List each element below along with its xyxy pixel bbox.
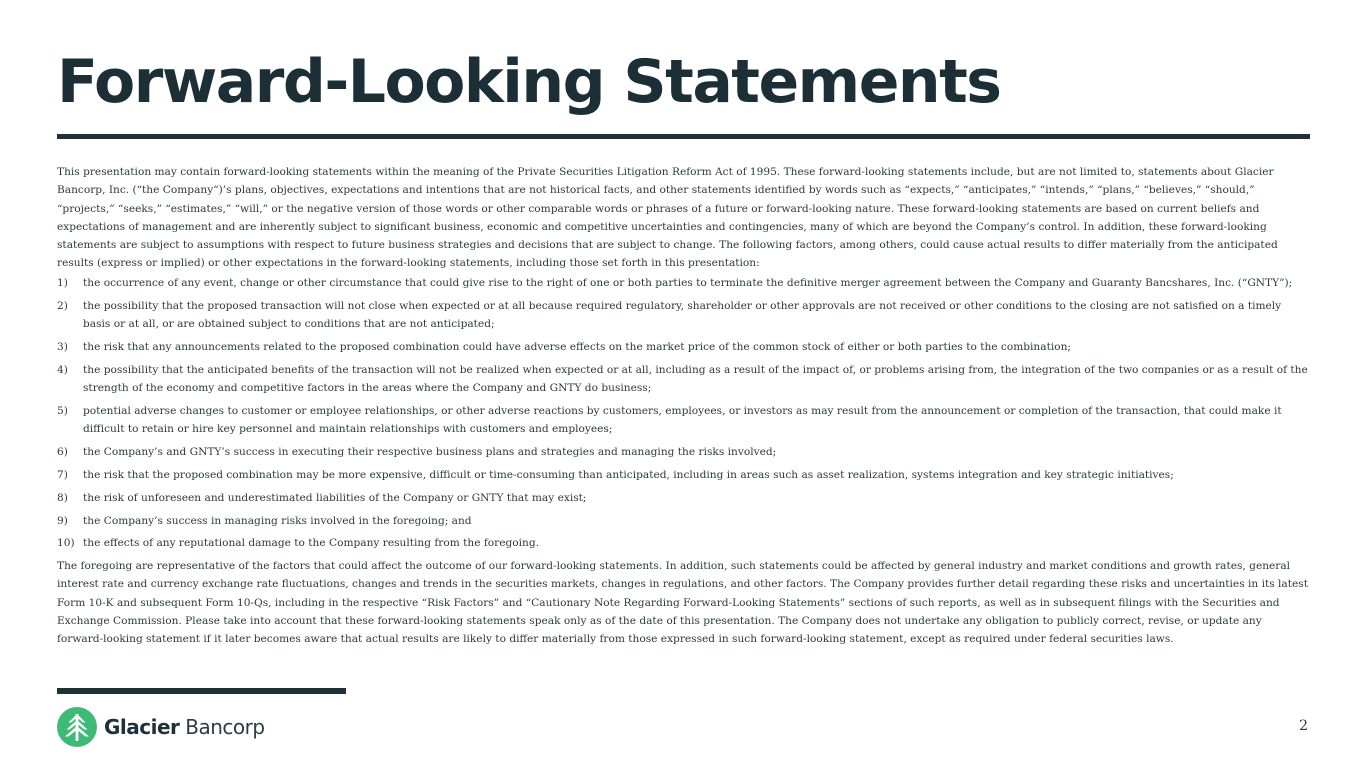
list-item-number: 1)	[57, 277, 68, 290]
list-item	[57, 297, 1309, 334]
list-item	[57, 402, 1309, 439]
logo-wordmark-light: Bancorp	[185, 715, 265, 739]
list-item	[57, 443, 1309, 461]
list-item-text: the risk of unforeseen and underestimated liabilities of the Company or GNTY that may exist;	[83, 491, 587, 504]
list-item	[57, 512, 1309, 530]
logo-wordmark	[104, 715, 265, 739]
list-item-text: the Company’s success in managing risks involved in the foregoing; and	[83, 514, 472, 527]
list-item-number: 10)	[57, 537, 75, 550]
list-item-text: the risk that any announcements related to the proposed combination could have adverse effects on the market price of the common stock of either or both parties to the combination;	[83, 341, 1071, 354]
list-item-number: 8)	[57, 491, 68, 504]
list-item-number: 9)	[57, 514, 68, 527]
list-item-number: 6)	[57, 446, 68, 459]
list-item-text: the possibility that the anticipated benefits of the transaction will not be realized when expected or at all, including as a result of the impact of, or problems arising from, the integration of the two companies or as a result of the strength of the economy and competitive factors in the areas where the Company and GNTY do business;	[83, 363, 1308, 395]
closing-paragraph: The foregoing are representative of the factors that could affect the outcome of our forward-looking statements. In addition, such statements could be affected by general industry and market conditions and growth rates, general interest rate and currency exchange rate fluctuations, changes and trends in the securities markets, changes in regulations, and other factors. The Company provides further detail regarding these risks and uncertainties in its latest Form 10-K and subsequent Form 10-Qs, including in the respective “Risk Factors” and “Cautionary Note Regarding Forward-Looking Statements” sections of such reports, as well as in subsequent filings with the Securities and Exchange Commission. Please take into account that these forward-looking statements speak only as of the date of this presentation. The Company does not undertake any obligation to publicly correct, revise, or update any forward-looking statement if it later becomes aware that actual results are likely to differ materially from those expressed in such forward-looking statement, except as required under federal securities laws.	[57, 560, 1308, 646]
list-item-number: 3)	[57, 341, 68, 354]
page-number: 2	[1299, 718, 1308, 734]
list-item	[57, 338, 1309, 356]
list-item	[57, 274, 1309, 292]
glacier-tree-icon	[57, 707, 97, 747]
list-item-text: the Company’s and GNTY’s success in executing their respective business plans and strategies and managing the risks involved;	[83, 446, 777, 459]
list-item	[57, 466, 1309, 484]
footer-divider	[57, 688, 346, 694]
list-item-text: the effects of any reputational damage to the Company resulting from the foregoing.	[83, 537, 540, 550]
list-item-text: the occurrence of any event, change or other circumstance that could give rise to the right of one or both parties to terminate the definitive merger agreement between the Company and Guaranty Bancshares, Inc. (“GNTY”);	[83, 277, 1293, 290]
company-logo	[57, 707, 265, 747]
list-item-text: potential adverse changes to customer or employee relationships, or other adverse reactions by customers, employees, or investors as may result from the announcement or completion of the transaction, that could make it difficult to retain or hire key personnel and maintain relationships with customers and employees;	[83, 405, 1282, 436]
title-divider	[57, 134, 1310, 139]
list-item-number: 5)	[57, 405, 68, 418]
list-item	[57, 534, 1309, 552]
list-item	[57, 361, 1309, 398]
list-item-number: 4)	[57, 363, 68, 376]
page-title: Forward-Looking Statements	[57, 47, 1001, 117]
risk-factor-list	[57, 274, 1309, 552]
list-item-number: 2)	[57, 300, 68, 313]
list-item	[57, 489, 1309, 507]
intro-paragraph: This presentation may contain forward-looking statements within the meaning of the Private Securities Litigation Reform Act of 1995. These forward-looking statements include, but are not limited to, statements about Glacier Bancorp, Inc. (“the Company”)’s plans, objectives, expectations and intentions that are not historical facts, and other statements identified by words such as “expects,” “anticipates,” “intends,” “plans,” “believes,” “should,” “projects,” “seeks,” “estimates,” “will,” or the negative version of those words or other comparable words or phrases of a future or forward-looking nature. These forward-looking statements are based on current beliefs and expectations of management and are inherently subject to significant business, economic and competitive uncertainties and contingencies, many of which are beyond the Company’s control. In addition, these forward-looking statements are subject to assumptions with respect to future business strategies and decisions that are subject to change. The following factors, among others, could cause actual results to differ materially from the anticipated results (express or implied) or other expectations in the forward-looking statements, including those set forth in this presentation:	[57, 166, 1278, 270]
logo-wordmark-bold: Glacier	[104, 715, 180, 739]
list-item-number: 7)	[57, 468, 68, 481]
disclaimer-body	[57, 163, 1309, 650]
list-item-text: the risk that the proposed combination may be more expensive, difficult or time-consuming than anticipated, including in areas such as asset realization, systems integration and key strategic initiatives;	[83, 468, 1174, 481]
list-item-text: the possibility that the proposed transaction will not close when expected or at all because required regulatory, shareholder or other approvals are not received or other conditions to the closing are not satisfied on a timely basis or at all, or are obtained subject to conditions that are not anticipated;	[83, 300, 1282, 331]
